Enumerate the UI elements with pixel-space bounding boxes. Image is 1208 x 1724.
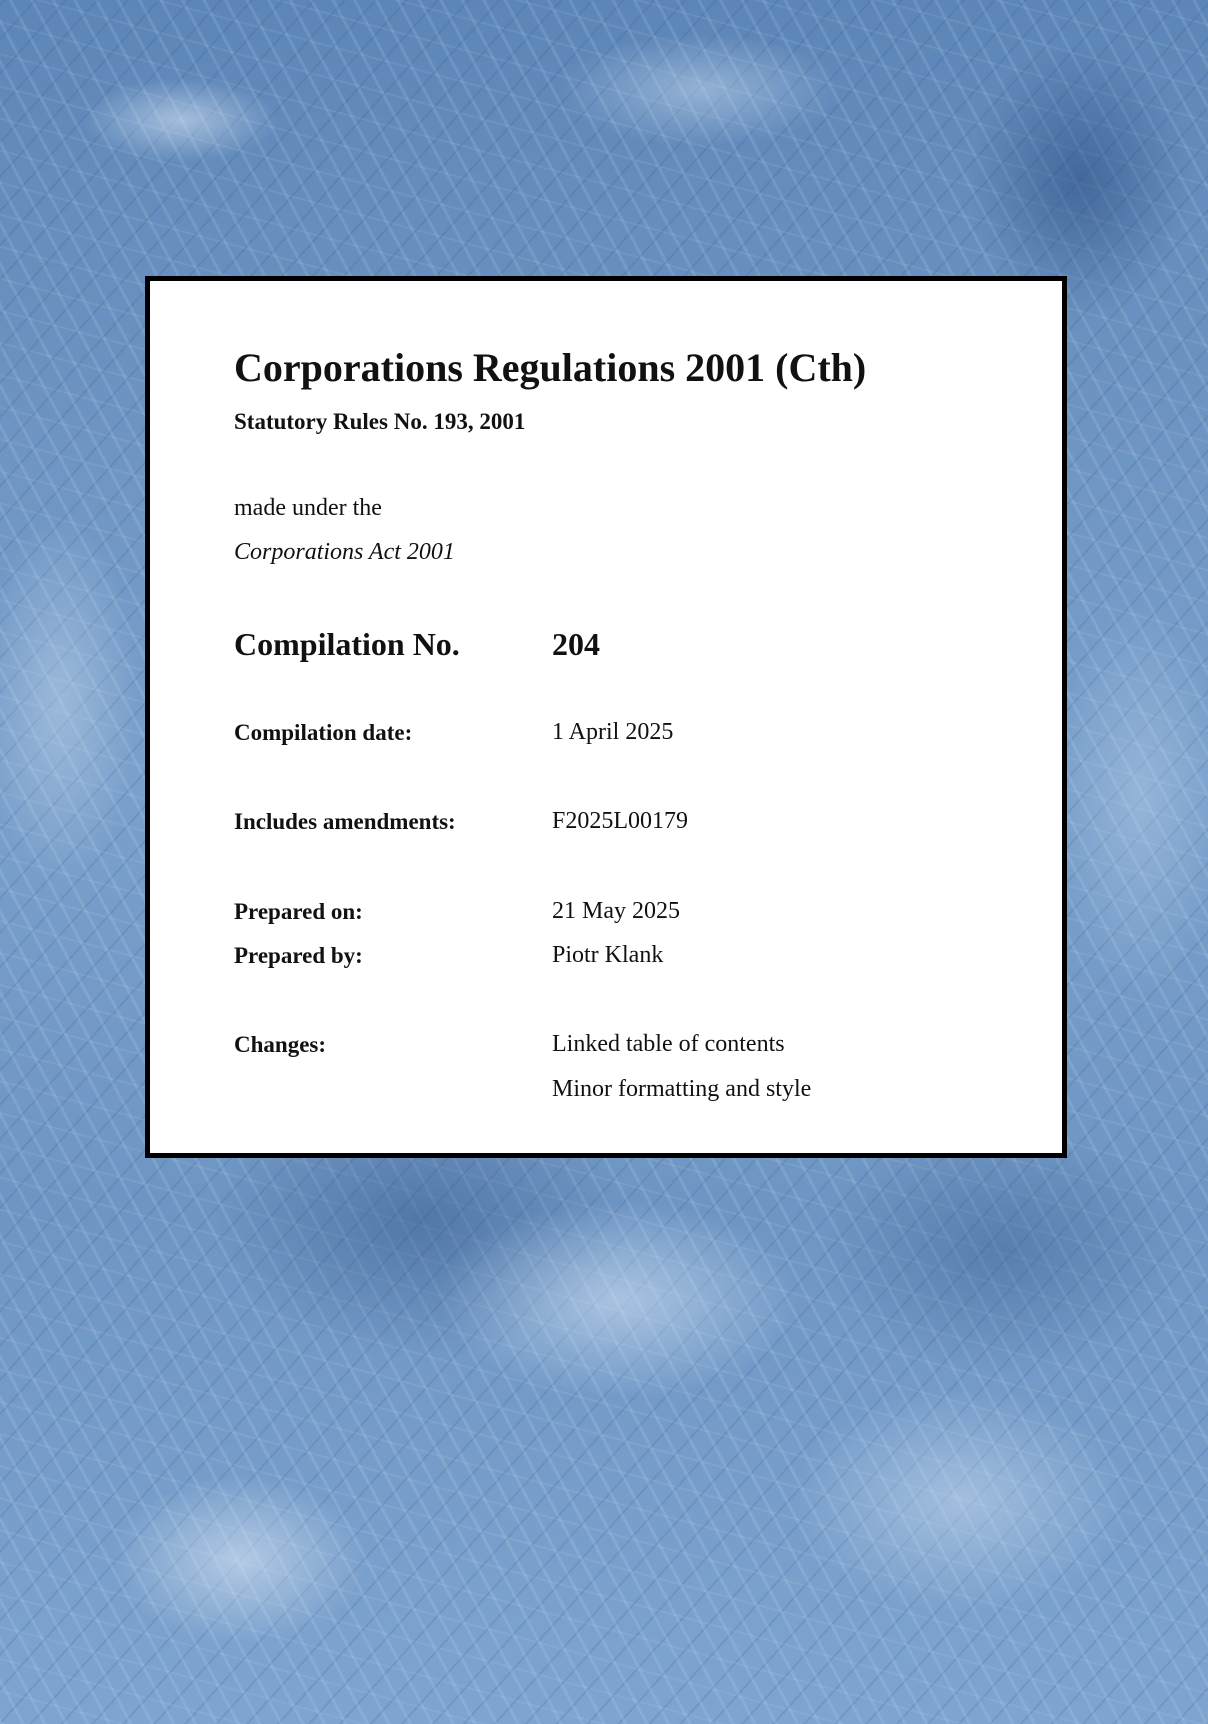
- document-title: Corporations Regulations 2001 (Cth): [234, 345, 867, 390]
- amendments-label: Includes amendments:: [234, 809, 456, 834]
- compilation-number-label: Compilation No.: [234, 626, 460, 662]
- enabling-act-name: Corporations Act 2001: [234, 539, 455, 565]
- compilation-date-value: 1 April 2025: [552, 719, 674, 745]
- cover-info-panel: [145, 276, 1067, 1158]
- amendments-value: F2025L00179: [552, 808, 689, 834]
- prepared-by-label: Prepared by:: [234, 943, 363, 968]
- statutory-rules-number: Statutory Rules No. 193, 2001: [234, 409, 526, 434]
- changes-item: Minor formatting and style: [552, 1076, 812, 1102]
- prepared-by-value: Piotr Klank: [552, 942, 664, 968]
- prepared-on-value: 21 May 2025: [552, 898, 680, 924]
- changes-label: Changes:: [234, 1032, 327, 1057]
- changes-item: Linked table of contents: [552, 1031, 785, 1057]
- prepared-on-label: Prepared on:: [234, 899, 363, 924]
- compilation-number-value: 204: [552, 626, 600, 662]
- compilation-date-label: Compilation date:: [234, 720, 413, 745]
- made-under-text: made under the: [234, 495, 382, 521]
